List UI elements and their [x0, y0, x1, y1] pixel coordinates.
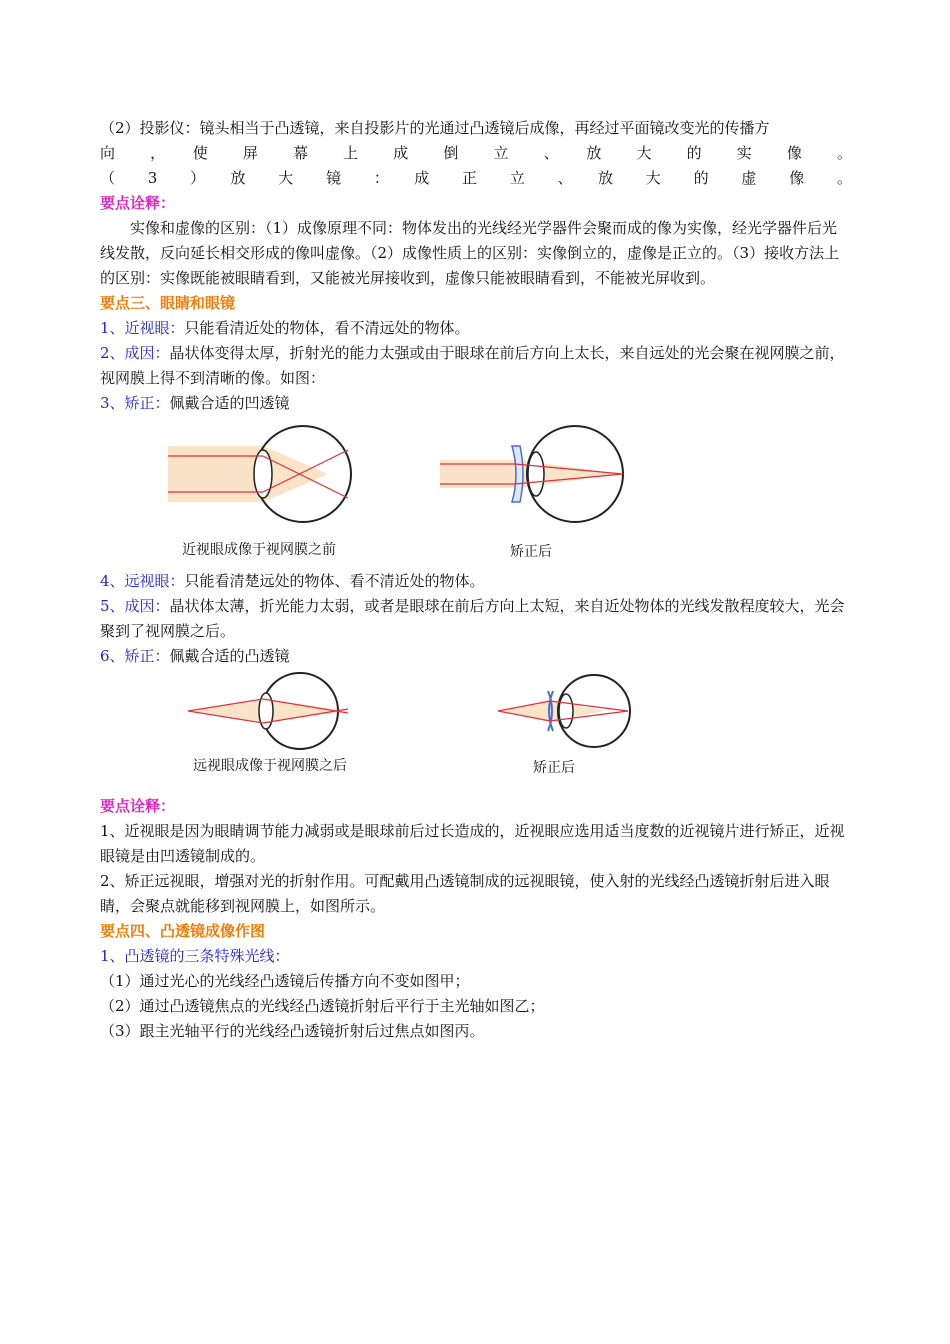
note-hyperopia-correction: 2、矫正远视眼，增强对光的折射作用。可配戴用凸透镜制成的远视眼镜，使入射的光线经凸透镜折射后进入眼睛，会聚点就能移到视网膜上，如图所示。: [100, 872, 830, 915]
paragraph-magnifier: （ 3 ） 放 大 镜 ： 成 正 立 、 放 大 的 虚 像 。: [100, 169, 852, 187]
myopia-caption: 近视眼成像于视网膜之前: [182, 542, 336, 558]
note-heading-2: 要点诠释：: [100, 797, 176, 815]
item-hyperopia-cause: [100, 594, 852, 644]
myopia-corrected-caption: 矫正后: [510, 544, 552, 560]
ray-rule-optical-center: （1）通过光心的光线经凸透镜后传播方向不变如图甲；: [100, 972, 470, 990]
item-text: 佩戴合适的凸透镜: [169, 647, 290, 665]
item-text: 晶状体变得太厚，折射光的能力太强或由于眼球在前后方向上太长，来自远处的光会聚在视网膜之前，视网膜上得不到清晰的像。如图：: [100, 344, 845, 387]
section-heading-eye: 要点三、眼睛和眼镜: [100, 294, 236, 312]
note-heading-1: 要点诠释：: [100, 194, 176, 212]
note-real-virtual-image: 实像和虚像的区别：（1）成像原理不同：物体发出的光线经光学器件会聚而成的像为实像，经光学器件后光线发散，反向延长相交形成的像叫虚像。（2）成像性质上的区别：实像倒立的，虚像是正立的。（3）接收方法上的区别：实像既能被眼睛看到，又能被光屏接收到，虚像只能被眼睛看到，不能被光屏收到。: [100, 219, 840, 287]
hyperopia-caption: 远视眼成像于视网膜之后: [193, 758, 347, 774]
item-hyperopia: [100, 569, 852, 594]
hyperopia-corrected-caption: 矫正后: [533, 760, 575, 776]
subheading-special-rays: 1、凸透镜的三条特殊光线：: [100, 947, 290, 965]
item-myopia-correction: [100, 391, 852, 416]
item-myopia-cause: [100, 341, 852, 391]
section-heading-convex-lens: 要点四、凸透镜成像作图: [100, 922, 266, 940]
myopia-figure: [100, 416, 852, 561]
myopia-eye-diagram: [168, 424, 368, 524]
hyperopia-corrected-diagram: [498, 671, 638, 751]
item-text: 只能看清近处的物体，看不清远处的物体。: [184, 319, 470, 337]
item-hyperopia-correction: [100, 644, 852, 669]
item-label: 2、成因：: [100, 344, 170, 362]
item-text: 晶状体太薄，折光能力太弱，或者是眼球在前后方向上太短，来自近处物体的光线发散程度较大，光会聚到了视网膜之后。: [100, 597, 845, 640]
item-text: 只能看清楚远处的物体、看不清近处的物体。: [184, 572, 485, 590]
item-text: 佩戴合适的凹透镜: [169, 394, 290, 412]
paragraph-projector-cont: 向 ， 使 屏 幕 上 成 倒 立 、 放 大 的 实 像 。: [100, 144, 852, 162]
myopia-corrected-diagram: [440, 424, 640, 524]
hyperopia-eye-diagram: [188, 671, 348, 751]
hyperopia-figure: [100, 669, 852, 779]
item-label: 5、成因：: [100, 597, 170, 615]
ray-rule-parallel-axis: （3）跟主光轴平行的光线经凸透镜折射后过焦点如图丙。: [100, 1022, 485, 1040]
ray-rule-through-focus: （2）通过凸透镜焦点的光线经凸透镜折射后平行于主光轴如图乙；: [100, 997, 545, 1015]
item-label: 1、近视眼：: [100, 319, 185, 337]
paragraph-projector: （2）投影仪：镜头相当于凸透镜，来自投影片的光通过凸透镜后成像，再经过平面镜改变光的传播方: [100, 119, 770, 137]
item-label: 3、矫正：: [100, 394, 170, 412]
item-label: 4、远视眼：: [100, 572, 185, 590]
note-myopia-correction: 1、近视眼是因为眼睛调节能力减弱或是眼球前后过长造成的，近视眼应选用适当度数的近视镜片进行矫正，近视眼镜是由凹透镜制成的。: [100, 822, 845, 865]
item-label: 6、矫正：: [100, 647, 170, 665]
item-myopia: [100, 316, 852, 341]
document-page: [100, 116, 852, 1044]
